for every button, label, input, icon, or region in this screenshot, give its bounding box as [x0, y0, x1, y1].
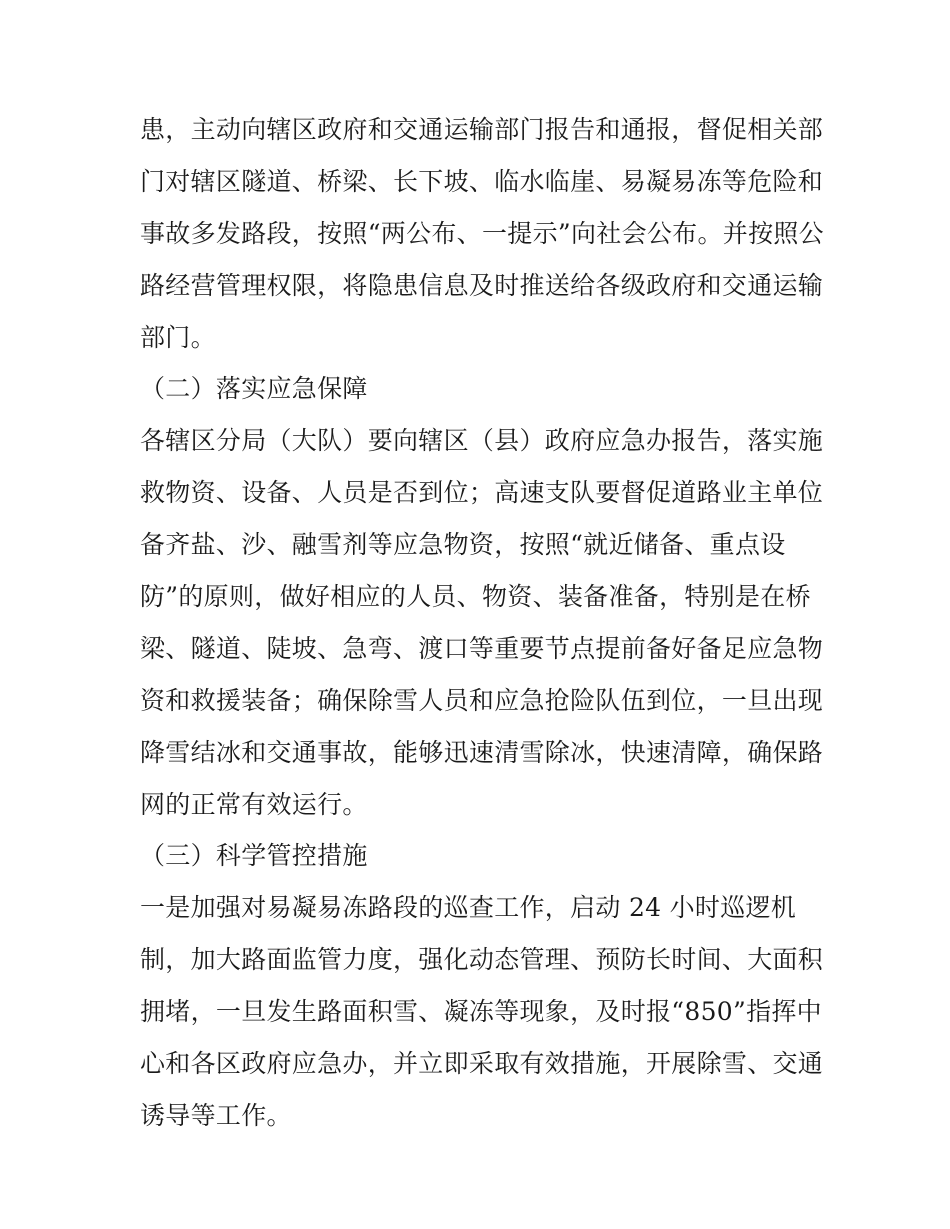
text-line: 梁、隧道、陡坡、急弯、渡口等重要节点提前备好备足应急物	[140, 633, 824, 663]
text-line: 诱导等工作。	[140, 1100, 292, 1130]
text-line: 事故多发路段，按照“两公布、一提示”向社会公布。并按照公	[140, 218, 824, 248]
document-body	[140, 104, 824, 1142]
section-heading: （二）落实应急保障	[140, 374, 368, 404]
text-line: 患，主动向辖区政府和交通运输部门报告和通报，督促相关部	[140, 115, 824, 144]
section-heading: （三）科学管控措施	[140, 841, 368, 871]
text-line: 制，加大路面监管力度，强化动态管理、预防长时间、大面积	[140, 945, 824, 975]
text-line: 部门。	[140, 322, 216, 352]
text-line: 资和救援装备；确保除雪人员和应急抢险队伍到位，一旦出现	[140, 685, 824, 715]
text-line: 备齐盐、沙、融雪剂等应急物资，按照“就近储备、重点设	[140, 530, 786, 560]
text-line: 救物资、设备、人员是否到位；高速支队要督促道路业主单位	[140, 478, 824, 508]
text-line: 防”的原则，做好相应的人员、物资、装备准备，特别是在桥	[140, 582, 811, 612]
text-line: 各辖区分局（大队）要向辖区（县）政府应急办报告，落实施	[140, 426, 824, 456]
text-line: 网的正常有效运行。	[140, 789, 368, 819]
text-line: 门对辖区隧道、桥梁、长下坡、临水临崖、易凝易冻等危险和	[140, 166, 824, 196]
text-line: 心和各区政府应急办，并立即采取有效措施，开展除雪、交通	[140, 1049, 824, 1079]
text-line: 拥堵，一旦发生路面积雪、凝冻等现象，及时报“850”指挥中	[140, 997, 822, 1027]
text-line: 一是加强对易凝易冻路段的巡查工作，启动 24 小时巡逻机	[140, 893, 797, 923]
text-line: 降雪结冰和交通事故，能够迅速清雪除冰，快速清障，确保路	[140, 737, 824, 767]
text-line: 路经营管理权限，将隐患信息及时推送给各级政府和交通运输	[140, 270, 824, 300]
